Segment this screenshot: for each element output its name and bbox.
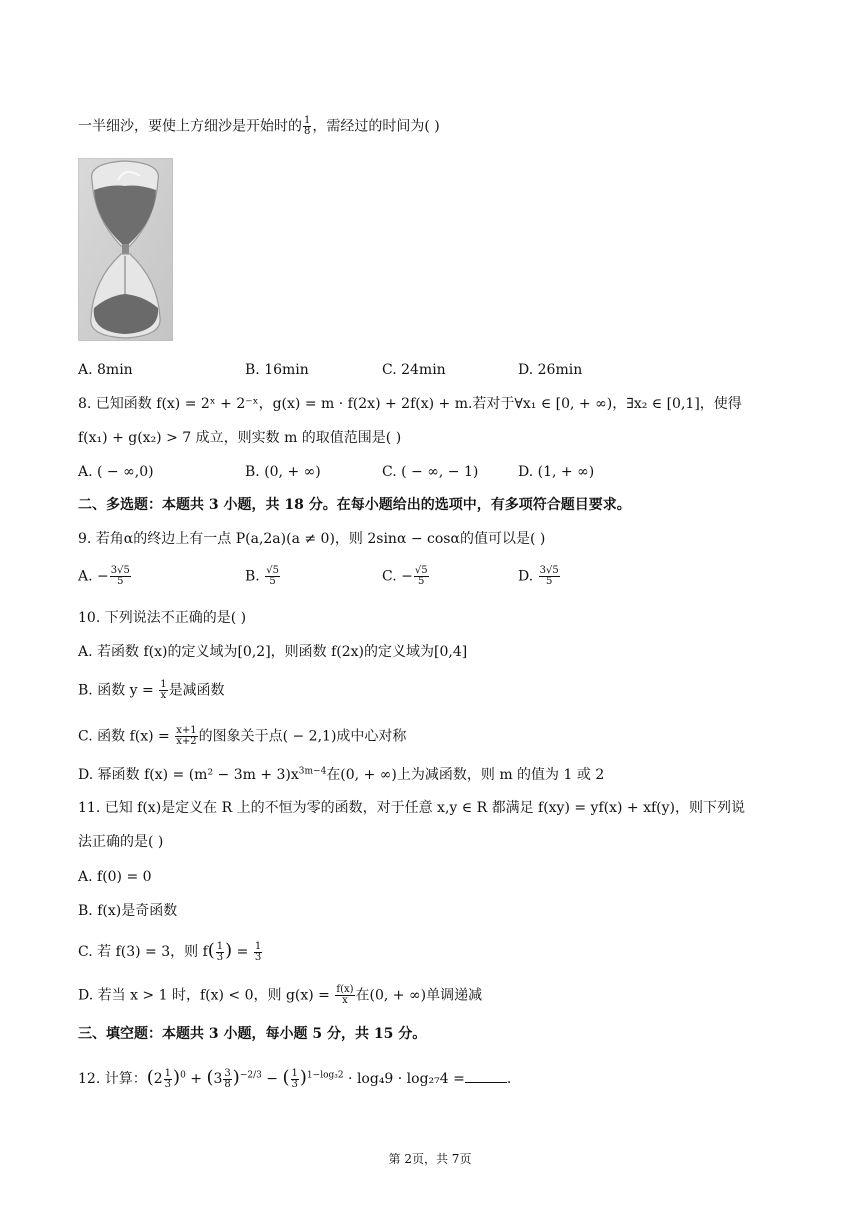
q8-option-a[interactable]: A. ( − ∞,0) <box>78 464 154 480</box>
q9-option-d[interactable]: D. $\frac{3√5}{5}$ <box>518 565 559 587</box>
q9-option-a[interactable]: A. − $\frac{3√5}{5}$ <box>78 565 130 587</box>
q10-stem: 10. 下列说法不正确的是( ) <box>78 610 247 626</box>
q7-stem: 一半细沙，要使上方细沙是开始时的 $\frac{1}{8}$ ，需经过的时间为( ) <box>78 115 440 137</box>
q7-option-a[interactable]: A. 8min <box>78 362 133 378</box>
hourglass-image <box>78 158 173 341</box>
q11-stem-line2: 法正确的是( ) <box>78 834 164 850</box>
q8-option-b[interactable]: B. (0, + ∞) <box>245 464 321 480</box>
q8-option-c[interactable]: C. ( − ∞, − 1) <box>382 464 479 480</box>
q7-option-d[interactable]: D. 26min <box>518 362 583 378</box>
q10-option-a[interactable]: A. 若函数 f(x)的定义域为[0,2]，则函数 f(2x)的定义域为[0,4] <box>78 644 468 660</box>
page-footer: 第 2页，共 7页 <box>388 1152 472 1166</box>
q7-option-c[interactable]: C. 24min <box>382 362 446 378</box>
q11-stem-line1: 11. 已知 f(x)是定义在 R 上的不恒为零的函数，对于任意 x,y ∈ R 都满足 f(xy) = yf(x) + xf(y)，则下列说 <box>78 800 746 816</box>
q10-option-d[interactable]: D. 幂函数 $f(x) = (m^2 - 3m + 3)x^{3m-4}$在(0, + ∞)上为减函数，则 m 的值为 1 或 2 <box>78 766 605 783</box>
q11-option-d[interactable]: D. 若当 x > 1 时，f(x) < 0，则 g(x) = $\frac{f(x)}{x}$ 在(0, + ∞)单调递减 <box>78 984 483 1006</box>
q8-stem-line2: f(x₁) + g(x₂) > 7 成立，则实数 m 的取值范围是( ) <box>78 430 402 446</box>
section-heading-fill-in: 三、填空题：本题共 3 小题，每小题 5 分，共 15 分。 <box>78 1026 427 1042</box>
fraction: $\frac{1}{8}$ <box>304 115 311 137</box>
q11-option-b[interactable]: B. f(x)是奇函数 <box>78 903 178 919</box>
q9-stem: 9. 若角α的终边上有一点 P(a,2a)(a ≠ 0)，则 2sinα − cosα的值可以是( ) <box>78 531 546 547</box>
q11-option-a[interactable]: A. f(0) = 0 <box>78 869 152 885</box>
q8-option-d[interactable]: D. (1, + ∞) <box>518 464 595 480</box>
q11-option-c[interactable]: C. 若 f(3) = 3，则 f( $\frac{1}{3}$ ) = $\frac{1}{3}$ <box>78 940 262 963</box>
q9-option-b[interactable]: B. $\frac{√5}{5}$ <box>245 565 279 587</box>
q12-stem: 12. 计算：(2 $\frac{1}{3}$ )$^0$ + (3 $\frac{3}{8}$ )$^{-2/3}$ − ( $\frac{1}{3}$ )$^{1-log_32}$ · log₄9 · log₂₇4 = . <box>78 1067 512 1090</box>
q8-stem-line1: 8. 已知函数 f(x) = 2ˣ + 2⁻ˣ，g(x) = m · f(2x) + 2f(x) + m.若对于∀x₁ ∈ [0, + ∞)，∃x₂ ∈ [0,1]，使得 <box>78 396 742 412</box>
q10-option-b[interactable]: B. 函数 y = $\frac{1}{x}$ 是减函数 <box>78 679 225 701</box>
q9-option-c[interactable]: C. − $\frac{√5}{5}$ <box>382 565 428 587</box>
section-heading-multiple-choice: 二、多选题：本题共 3 小题，共 18 分。在每小题给出的选项中，有多项符合题目要求。 <box>78 497 631 513</box>
q7-option-b[interactable]: B. 16min <box>245 362 309 378</box>
q10-option-c[interactable]: C. 函数 f(x) = $\frac{x+1}{x+2}$ 的图象关于点( − 2,1)成中心对称 <box>78 725 407 747</box>
answer-blank[interactable] <box>465 1068 507 1083</box>
